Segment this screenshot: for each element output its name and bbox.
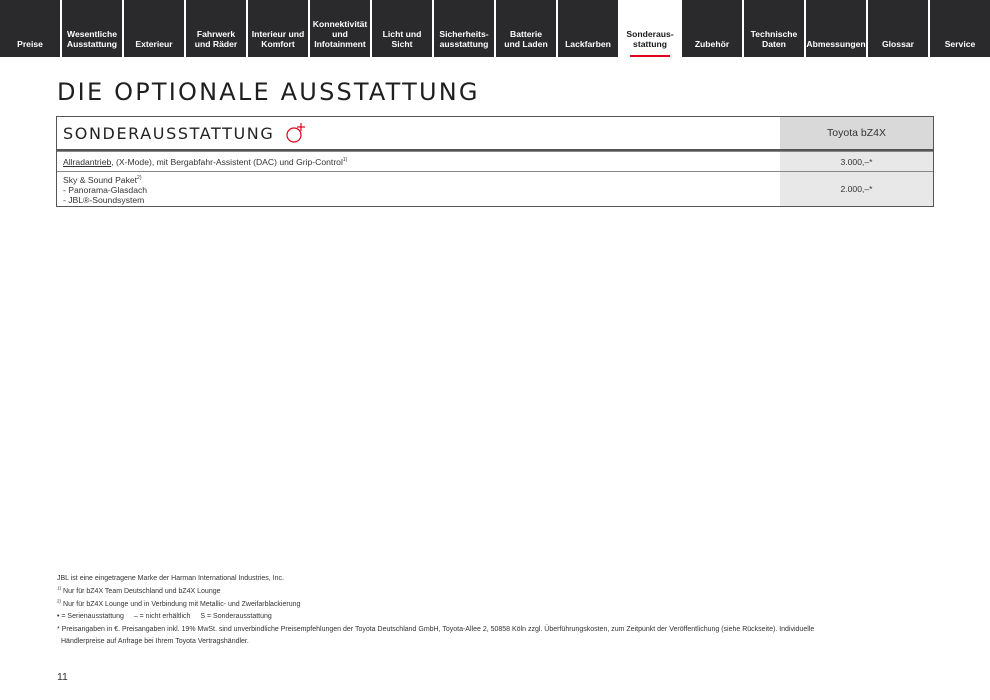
page-title: DIE OPTIONALE AUSSTATTUNG	[57, 78, 480, 106]
tab-label: Sonderaus- stattung	[626, 29, 674, 49]
options-table	[56, 116, 934, 207]
tab-licht-und-sicht[interactable]	[372, 0, 432, 57]
footnotes	[57, 573, 937, 646]
footnote-1	[57, 586, 937, 599]
footnote-mark: 2)	[57, 598, 62, 604]
option-text: , (X-Mode), mit Bergabfahr-Assistent (DAC) und Grip-Control	[111, 156, 343, 167]
tab-exterieur[interactable]	[124, 0, 184, 57]
plus-option-icon	[285, 122, 307, 144]
option-price: 2.000,–*	[780, 172, 933, 206]
tab-wesentliche-ausstattung[interactable]	[62, 0, 122, 57]
tab-label: Exterieur	[135, 39, 173, 49]
option-subitem: - JBL®-Soundsystem	[63, 195, 145, 205]
tab-service[interactable]	[930, 0, 990, 57]
tab-label: Abmessungen	[806, 39, 866, 49]
tab-label: Sicherheits- ausstattung	[439, 29, 489, 49]
option-label	[57, 172, 780, 206]
legend-none: – = nicht erhältlich	[133, 613, 191, 621]
tab-interieur-und-komfort[interactable]	[248, 0, 308, 57]
tab-preise[interactable]	[0, 0, 60, 57]
tab-abmessungen[interactable]	[806, 0, 866, 57]
tab-label: Service	[944, 39, 976, 49]
page-number: 11	[57, 671, 68, 683]
tab-technische-daten[interactable]	[744, 0, 804, 57]
footnote-mark: 1)	[57, 585, 62, 591]
tab-label: Wesentliche Ausstattung	[66, 29, 118, 49]
footnote-ref: 2)	[137, 175, 142, 182]
option-price: 3.000,–*	[780, 152, 933, 171]
tab-label: Licht und Sicht	[382, 29, 422, 49]
tab-batterie-und-laden[interactable]	[496, 0, 556, 57]
tab-label: Interieur und Komfort	[251, 29, 305, 49]
tab-sicherheits-ausstattung[interactable]	[434, 0, 494, 57]
tab-konnektivität-und-infotainment[interactable]	[310, 0, 370, 57]
allradantrieb-link[interactable]: Allradantrieb	[63, 156, 112, 167]
table-header	[57, 117, 933, 151]
tab-label: Preise	[17, 39, 43, 49]
footnote-text: Nur für bZ4X Team Deutschland und bZ4X Lounge	[61, 587, 221, 595]
price-note-text: * Preisangaben in €. Preisangaben inkl. 19% MwSt. sind unverbindliche Preisempfehlungen der Toyota Deutschland GmbH, Toyota-Allee 2, 50858 Köln zzgl. Überführungskosten, zum Zeitpunkt der Veröffentlichung (siehe Rückseite). Individuelle	[57, 626, 815, 634]
option-label	[57, 152, 780, 171]
tab-glossar[interactable]	[868, 0, 928, 57]
section-title-cell	[57, 117, 780, 149]
footnote-2	[57, 599, 937, 612]
tab-lackfarben[interactable]	[558, 0, 618, 57]
tab-label: Konnektivität und Infotainment	[312, 19, 368, 49]
tab-zubehör[interactable]	[682, 0, 742, 57]
footnote-text: Nur für bZ4X Lounge und in Verbindung mit Metallic- und Zweifarblackierung	[61, 600, 301, 608]
tab-label: Zubehör	[694, 39, 730, 49]
option-text: Sky & Sound Paket	[63, 175, 138, 185]
tab-label: Technische Daten	[750, 29, 798, 49]
table-row	[57, 151, 933, 171]
top-navigation	[0, 0, 990, 57]
tab-label: Fahrwerk und Räder	[194, 29, 238, 49]
legend-sonder: S = Sonderausstattung	[200, 613, 272, 621]
tab-label: Batterie und Laden	[504, 29, 548, 49]
table-row	[57, 171, 933, 206]
price-note-cont: Händlerpreise auf Anfrage bei Ihrem Toyota Vertragshändler.	[61, 637, 249, 645]
tab-label: Lackfarben	[565, 39, 611, 49]
legend-serie: • = Serienausstattung	[57, 613, 124, 621]
section-title: SONDERAUSSTATTUNG	[63, 123, 275, 143]
model-header: Toyota bZ4X	[780, 117, 933, 149]
option-subitem: - Panorama-Glasdach	[63, 185, 148, 195]
tab-fahrwerk-und-räder[interactable]	[186, 0, 246, 57]
tab-label: Glossar	[881, 39, 914, 49]
footnote-jbl: JBL ist eine eingetragene Marke der Harman International Industries, Inc.	[57, 575, 284, 582]
tab-sonderaus-stattung[interactable]	[620, 0, 680, 57]
legend	[57, 611, 937, 624]
price-note	[57, 624, 937, 646]
footnote-ref: 1)	[342, 156, 348, 163]
